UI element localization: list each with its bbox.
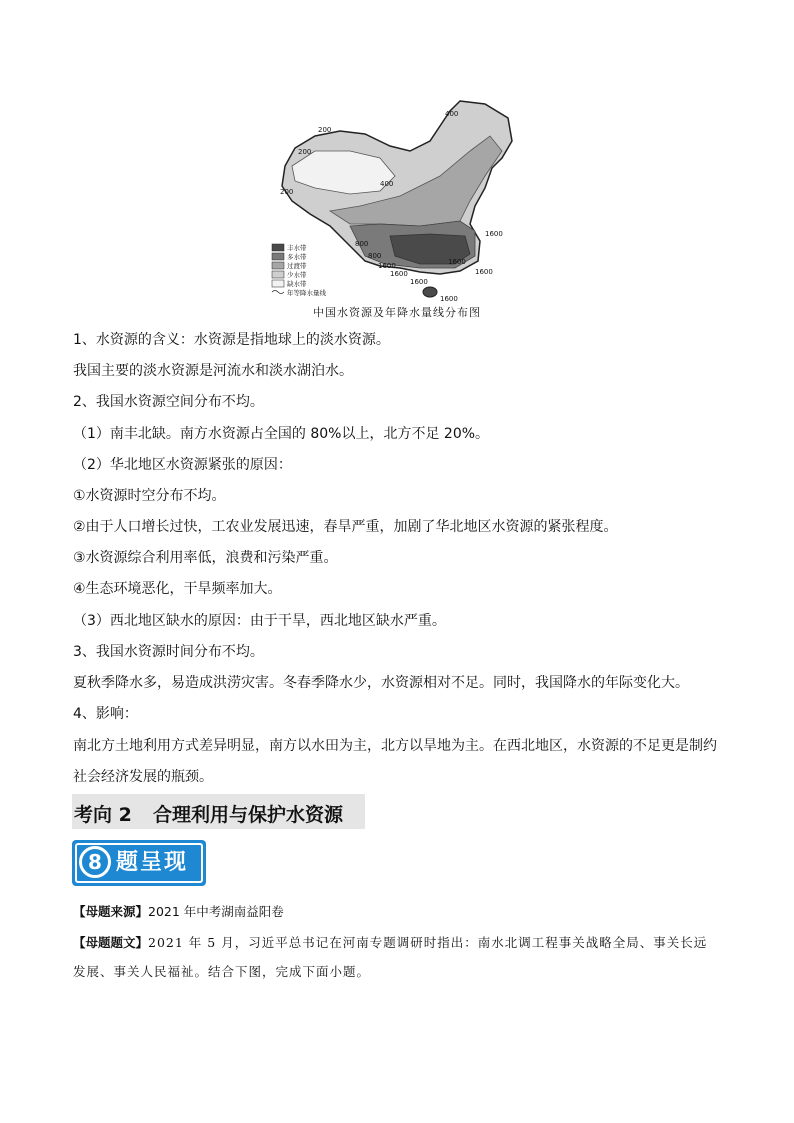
- paragraph: （3）西北地区缺水的原因：由于干旱，西北地区缺水严重。: [73, 613, 446, 629]
- contour-label: 400: [380, 180, 394, 188]
- map-graphic: [270, 96, 530, 301]
- legend-label: 过渡带: [287, 262, 307, 270]
- contour-label: 1600: [475, 268, 493, 276]
- question-badge: [72, 840, 206, 886]
- paragraph: （1）南丰北缺。南方水资源占全国的 80%以上，北方不足 20%。: [73, 426, 490, 442]
- origin-value: 2021 年中考湖南益阳卷: [148, 904, 284, 919]
- section-title: 合理利用与保护水资源: [153, 804, 344, 826]
- paragraph: 夏秋季降水多，易造成洪涝灾害。冬春季降水少，水资源相对不足。同时，我国降水的年际变化大。: [73, 675, 689, 691]
- hainan-island: [423, 287, 437, 297]
- figure-caption: 中国水资源及年降水量线分布图: [313, 306, 481, 319]
- paragraph: ②由于人口增长过快，工农业发展迅速，春旱严重，加剧了华北地区水资源的紧张程度。: [73, 519, 618, 535]
- paragraph: （2）华北地区水资源紧张的原因：: [73, 457, 292, 473]
- paragraph: 2、我国水资源空间分布不均。: [73, 394, 264, 410]
- legend-label: 少水带: [287, 271, 307, 279]
- paragraph: 1、水资源的含义：水资源是指地球上的淡水资源。: [73, 332, 390, 348]
- paragraph: 3、我国水资源时间分布不均。: [73, 644, 264, 660]
- paragraph: 社会经济发展的瓶颈。: [73, 769, 213, 785]
- china-water-resources-map: [270, 96, 530, 301]
- paragraph: 我国主要的淡水资源是河流水和淡水湖泊水。: [73, 363, 353, 379]
- origin-label: 【母题来源】: [73, 904, 149, 919]
- contour-label: 1600: [485, 230, 503, 238]
- legend-label: 年等降水量线: [287, 289, 326, 297]
- section-heading: [72, 794, 365, 829]
- badge-number: 8: [79, 846, 111, 878]
- contour-label: 200: [298, 148, 312, 156]
- contour-label: 400: [445, 110, 459, 118]
- text-line2: 发展、事关人民福祉。结合下图，完成下面小题。: [73, 964, 371, 979]
- source-origin: [73, 903, 284, 921]
- legend-label: 丰水带: [287, 244, 307, 252]
- map-legend: [272, 243, 327, 297]
- contour-label: 800: [368, 252, 382, 260]
- contour-label: 1600: [440, 295, 458, 301]
- paragraph: 4、影响：: [73, 706, 138, 722]
- contour-label: 1600: [410, 278, 428, 286]
- contour-label: 1600: [390, 270, 408, 278]
- text-label: 【母题题文】: [73, 935, 149, 950]
- badge-text: 题呈现: [116, 850, 189, 875]
- contour-label: 200: [318, 126, 332, 134]
- source-text: [73, 934, 707, 952]
- paragraph: ③水资源综合利用率低，浪费和污染严重。: [73, 550, 338, 566]
- contour-label: 800: [355, 240, 369, 248]
- paragraph: ④生态环境恶化，干旱频率加大。: [73, 581, 282, 597]
- contour-label: 1600: [448, 258, 466, 266]
- paragraph: ①水资源时空分布不均。: [73, 488, 226, 504]
- legend-label: 缺水带: [287, 280, 307, 288]
- text-line1: 2021 年 5 月，习近平总书记在河南专题调研时指出：南水北调工程事关战略全局、事关长远: [148, 935, 708, 950]
- contour-label: 200: [280, 188, 294, 196]
- paragraph: 南北方土地利用方式差异明显，南方以水田为主，北方以旱地为主。在西北地区，水资源的不足更是制约: [73, 738, 717, 754]
- contour-label: 1600: [378, 262, 396, 270]
- legend-label: 多水带: [287, 253, 307, 261]
- section-label: 考向 2: [74, 804, 132, 826]
